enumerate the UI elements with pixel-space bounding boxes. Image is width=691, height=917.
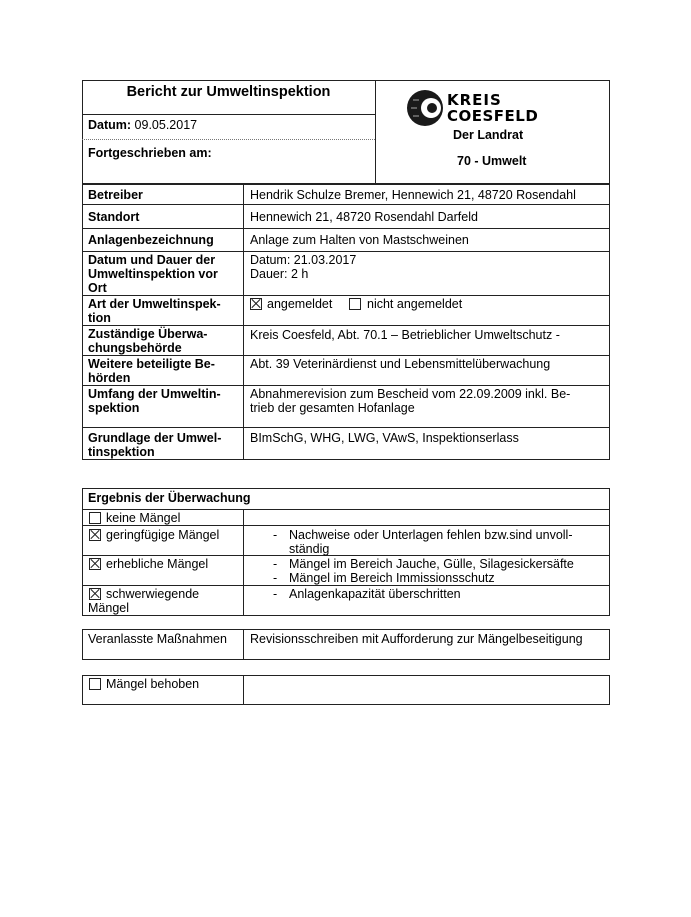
result-note-serious: Anlagenkapazität überschritten: [289, 587, 461, 601]
checkbox-defects-fixed[interactable]: [89, 678, 101, 690]
report-date: [88, 118, 197, 132]
result-row-sep: [82, 525, 610, 526]
note-line: ständig: [289, 542, 330, 556]
info-value-basis: BImSchG, WHG, LWG, VAwS, Inspektionserlass: [250, 431, 519, 445]
label-line: tion: [88, 311, 111, 325]
label-line: schwerwiegende: [106, 587, 200, 601]
bullet-dash: -: [273, 587, 278, 601]
info-value-scope: [250, 387, 570, 415]
result-label-serious-defects: [88, 587, 199, 615]
info-value-date-duration: [250, 253, 356, 281]
info-row-sep: [82, 325, 610, 326]
value-line: trieb der gesamten Hofanlage: [250, 401, 415, 415]
checkbox-announced[interactable]: [250, 298, 262, 310]
bullet-dash: -: [273, 528, 278, 542]
result-label-minor-defects: geringfügige Mängel: [106, 528, 220, 542]
logo-subtitle: Der Landrat: [453, 128, 524, 142]
info-row-sep: [82, 251, 610, 252]
info-row-sep: [82, 204, 610, 205]
info-label-facility: Anlagenbezeichnung: [88, 233, 214, 247]
result-title-rule: [82, 509, 610, 510]
info-row-sep: [82, 385, 610, 386]
value-line: Dauer: 2 h: [250, 267, 309, 281]
info-row-sep: [82, 427, 610, 428]
label-line: Art der Umweltinspek-: [88, 297, 221, 311]
measures-label: Veranlasste Maßnahmen: [88, 632, 227, 646]
result-note-significant-2: Mängel im Bereich Immissionsschutz: [289, 571, 495, 585]
info-label-operator: Betreiber: [88, 188, 143, 202]
value-line: Abnahmerevision zum Bescheid vom 22.09.2009 inkl. Be-: [250, 387, 571, 401]
bullet-dash: -: [273, 571, 278, 585]
info-label-scope: [88, 387, 221, 415]
label-line: Zuständige Überwa-: [88, 327, 208, 341]
option-announced-label: angemeldet: [267, 297, 333, 311]
checkbox-significant-defects[interactable]: [89, 558, 101, 570]
label-line: Grundlage der Umwel-: [88, 431, 222, 445]
label-line: Weitere beteiligte Be-: [88, 357, 215, 371]
date-label: Datum:: [88, 118, 132, 132]
info-value-operator: Hendrik Schulze Bremer, Hennewich 21, 48720 Rosendahl: [250, 188, 576, 202]
checkbox-not-announced[interactable]: [349, 298, 361, 310]
result-row-sep: [82, 585, 610, 586]
label-line: chungsbehörde: [88, 341, 182, 355]
bullet-dash: -: [273, 557, 278, 571]
label-line: Mängel: [88, 601, 129, 615]
result-note-minor: [289, 528, 573, 556]
measures-divider: [243, 629, 244, 660]
info-value-facility: Anlage zum Halten von Mastschweinen: [250, 233, 469, 247]
result-label-no-defects: keine Mängel: [106, 511, 181, 525]
result-label-significant-defects: erhebliche Mängel: [106, 557, 209, 571]
value-line: Datum: 21.03.2017: [250, 253, 357, 267]
label-line: tinspektion: [88, 445, 155, 459]
info-table-divider: [243, 184, 244, 460]
info-row-sep: [82, 355, 610, 356]
result-title: Ergebnis der Überwachung: [88, 491, 251, 505]
kreis-coesfeld-logo: [405, 88, 565, 142]
label-line: hörden: [88, 371, 131, 385]
label-line: Umfang der Umweltin-: [88, 387, 221, 401]
info-value-authority: Kreis Coesfeld, Abt. 70.1 – Betrieblicher Umweltschutz -: [250, 328, 560, 342]
info-label-date-duration: [88, 253, 218, 295]
date-value: 09.05.2017: [134, 118, 198, 132]
info-row-sep: [82, 295, 610, 296]
option-not-announced-label: nicht angemeldet: [367, 297, 463, 311]
measures-value: Revisionsschreiben mit Aufforderung zur Mängelbeseitigung: [250, 632, 583, 646]
department: 70 - Umwelt: [457, 154, 527, 168]
label-line: Ort: [88, 281, 107, 295]
info-label-authority: [88, 327, 207, 355]
info-label-basis: [88, 431, 221, 459]
header-title-rule: [82, 114, 375, 115]
fixed-label: Mängel behoben: [106, 677, 200, 691]
label-line: Umweltinspektion vor: [88, 267, 218, 281]
updated-label: Fortgeschrieben am:: [88, 146, 212, 160]
info-label-location: Standort: [88, 210, 140, 224]
fixed-divider: [243, 675, 244, 705]
header-divider: [375, 80, 376, 184]
info-row-sep: [82, 228, 610, 229]
logo-line1: KREIS: [447, 91, 502, 109]
header-date-rule: [82, 139, 375, 140]
result-note-significant-1: Mängel im Bereich Jauche, Gülle, Silagesickersäfte: [289, 557, 574, 571]
info-label-other-authorities: [88, 357, 215, 385]
logo-line2: COESFELD: [447, 107, 539, 125]
info-label-inspection-type: [88, 297, 221, 325]
checkbox-no-defects[interactable]: [89, 512, 101, 524]
info-value-other-authorities: Abt. 39 Veterinärdienst und Lebensmittelüberwachung: [250, 357, 551, 371]
logo-emblem-icon: [405, 88, 445, 128]
info-value-location: Hennewich 21, 48720 Rosendahl Darfeld: [250, 210, 478, 224]
report-title: Bericht zur Umweltinspektion: [126, 84, 331, 100]
label-line: Datum und Dauer der: [88, 253, 216, 267]
checkbox-minor-defects[interactable]: [89, 529, 101, 541]
label-line: spektion: [88, 401, 140, 415]
note-line: Nachweise oder Unterlagen fehlen bzw.sind unvoll-: [289, 528, 573, 542]
